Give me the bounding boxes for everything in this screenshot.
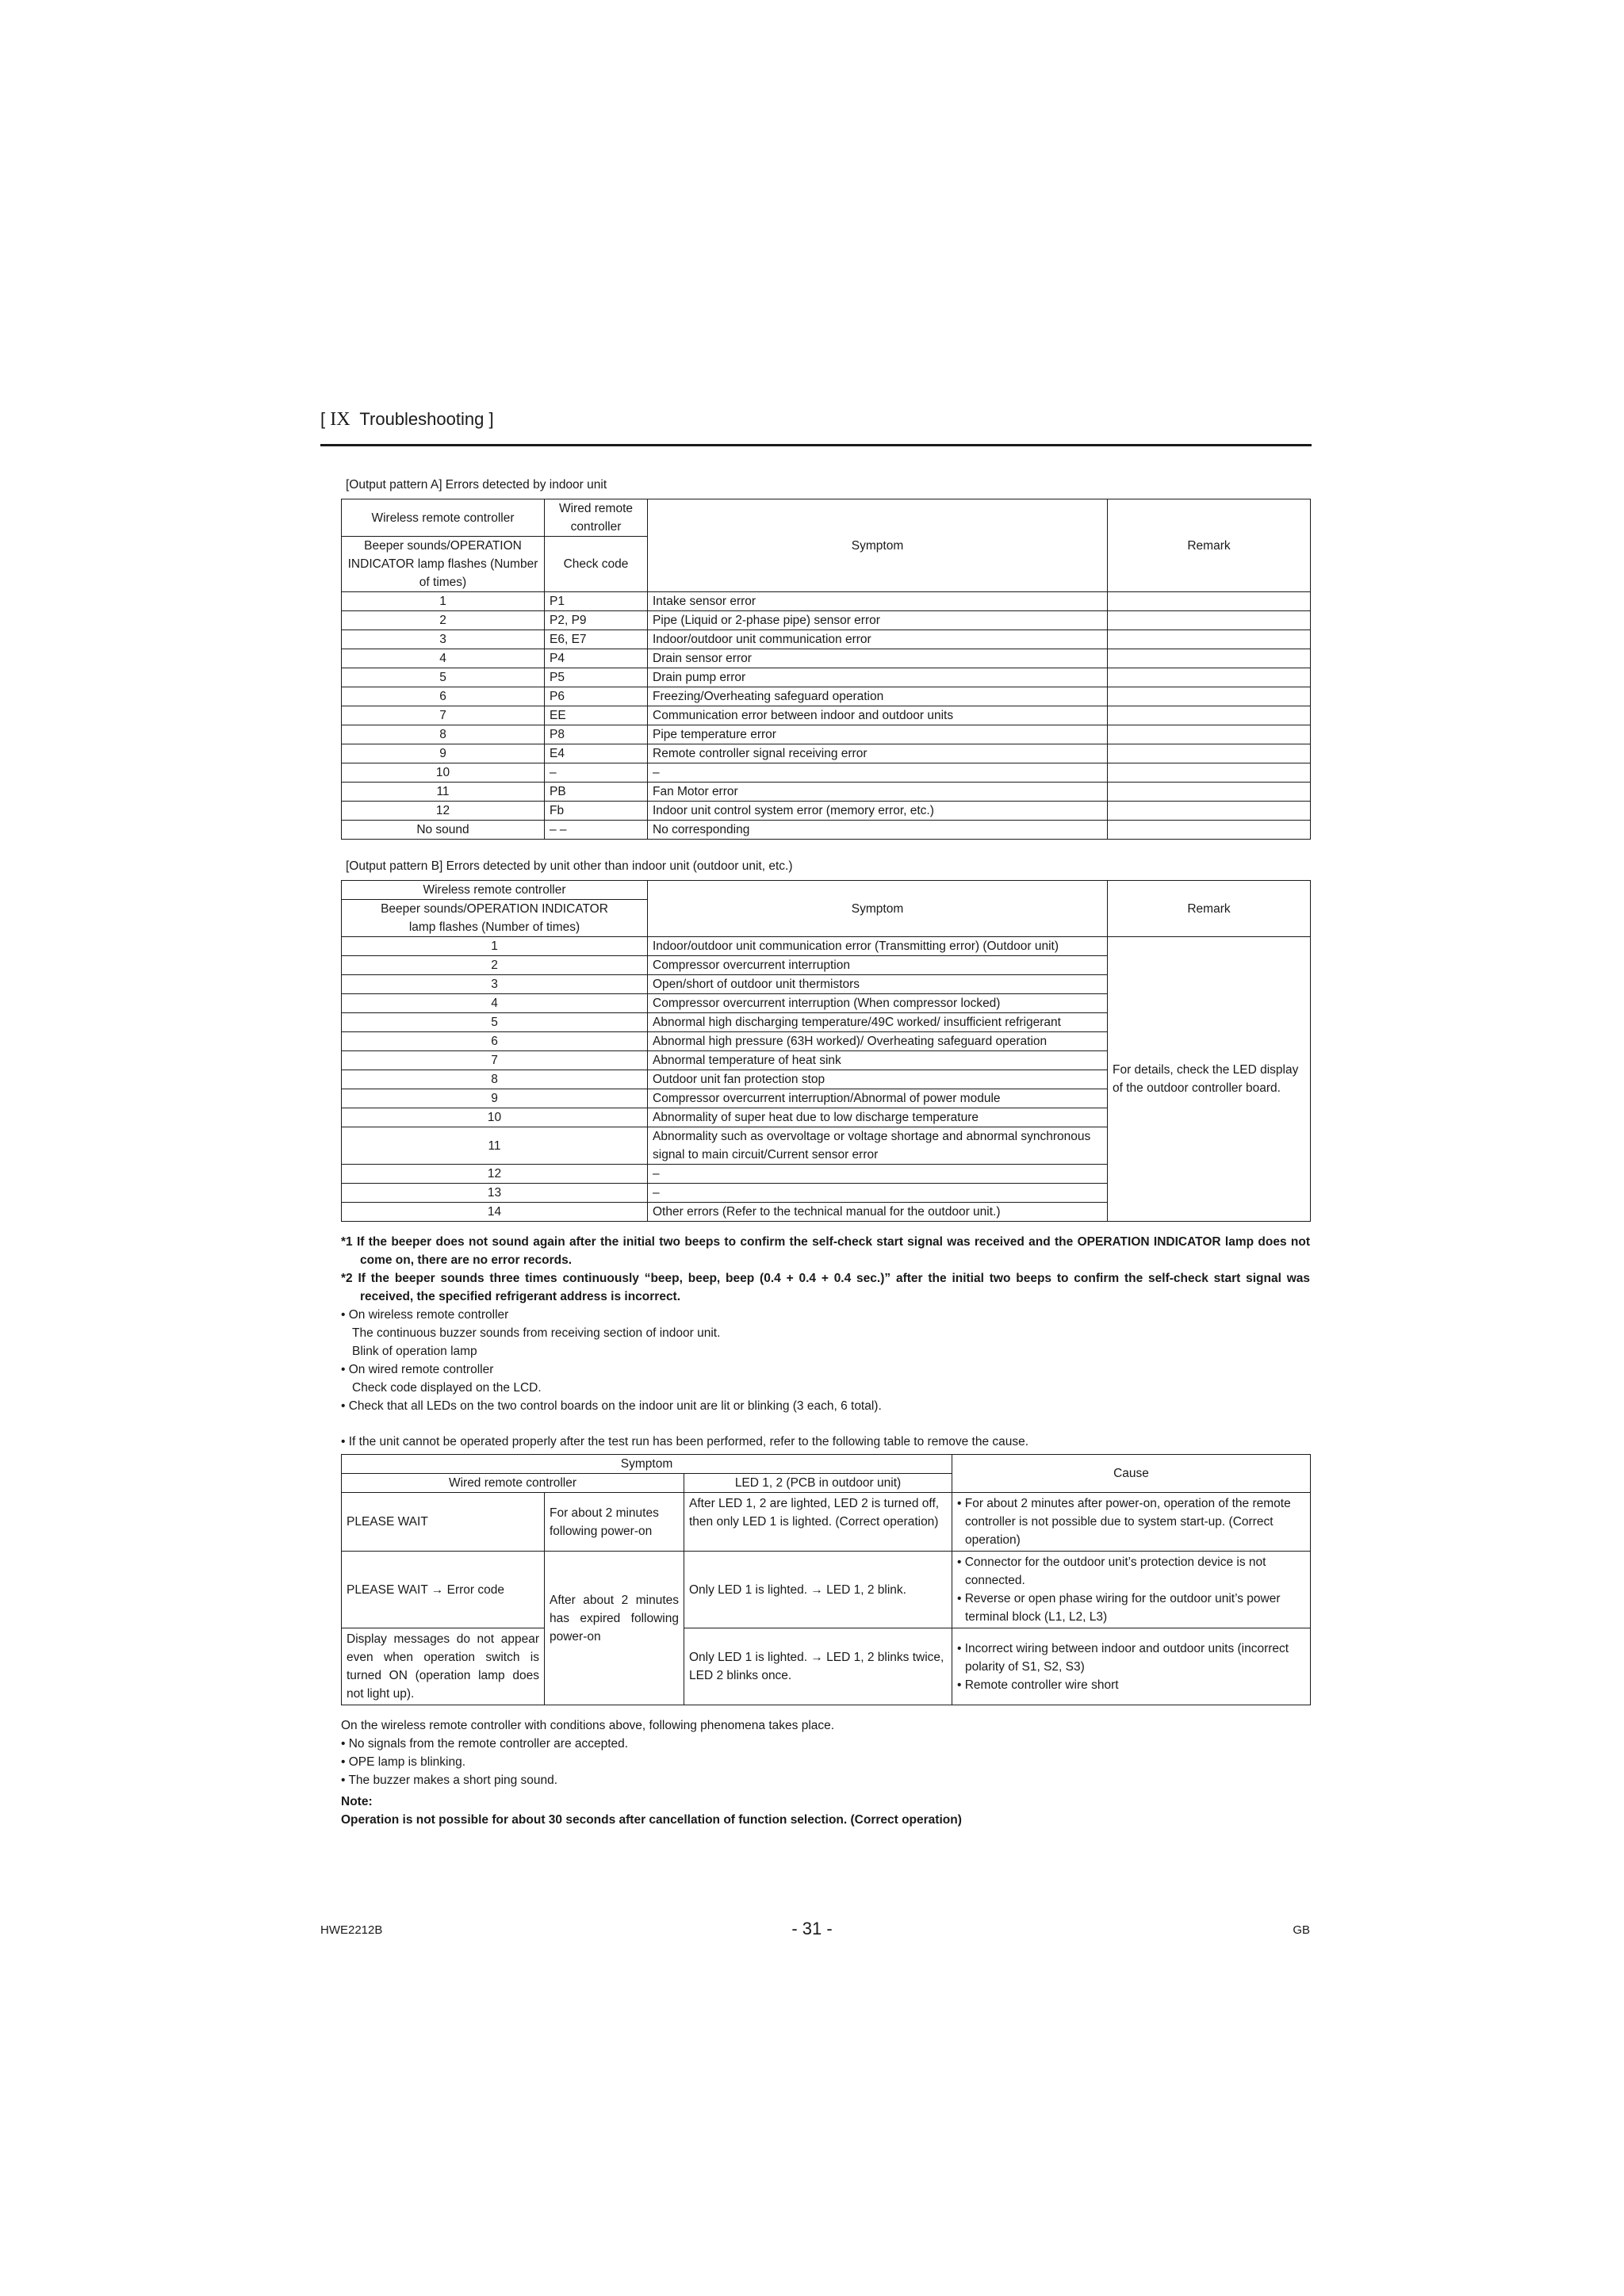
col-beeper-header: Beeper sounds/OPERATION INDICATOR lamp flashes (Number of times) <box>342 900 648 937</box>
section-number: IX <box>330 409 350 430</box>
notes-section <box>341 1233 1310 1451</box>
table-row <box>342 763 1311 783</box>
check-code: P4 <box>545 649 648 668</box>
cause-table <box>341 1454 1311 1705</box>
language-code: GB <box>1293 1923 1310 1937</box>
check-code: E4 <box>545 744 648 763</box>
cause <box>952 1552 1311 1628</box>
table-row <box>342 630 1311 649</box>
beep-count: 8 <box>342 1070 648 1089</box>
beep-count: 9 <box>342 744 545 763</box>
remark <box>1108 783 1311 802</box>
col-wired-header: Wired remote controller <box>545 499 648 537</box>
symptom: Pipe temperature error <box>648 725 1108 744</box>
cause-item: • For about 2 minutes after power-on, operation of the remote controller is not possible due to system start-up. (Correct operation) <box>957 1497 1291 1547</box>
note-2: *2 If the beeper sounds three times continuously “beep, beep, beep (0.4 + 0.4 + 0.4 sec.)” after the initial two beeps to confirm the self-check start signal was received, the specified refrigerant address is incorrect. <box>341 1272 1310 1303</box>
symptom: Abnormal high discharging temperature/49C worked/ insufficient refrigerant <box>648 1013 1108 1032</box>
symptom: Other errors (Refer to the technical manual for the outdoor unit.) <box>648 1203 1108 1222</box>
phenomena-item: • The buzzer makes a short ping sound. <box>341 1774 558 1787</box>
remark <box>1108 744 1311 763</box>
beep-count: 5 <box>342 668 545 687</box>
beep-count: 6 <box>342 687 545 706</box>
note-label: Note: <box>341 1795 373 1808</box>
table-row <box>342 821 1311 840</box>
symptom: Compressor overcurrent interruption <box>648 956 1108 975</box>
bullet-wireless: • On wireless remote controller <box>341 1308 509 1322</box>
col-remark-header: Remark <box>1108 881 1311 937</box>
symptom: Indoor unit control system error (memory error, etc.) <box>648 802 1108 821</box>
symptom: Communication error between indoor and outdoor units <box>648 706 1108 725</box>
beep-count: 10 <box>342 1108 648 1127</box>
table-row <box>342 649 1311 668</box>
symptom: Compressor overcurrent interruption/Abnormal of power module <box>648 1089 1108 1108</box>
remark <box>1108 687 1311 706</box>
check-code: EE <box>545 706 648 725</box>
check-code: P2, P9 <box>545 611 648 630</box>
check-code: P8 <box>545 725 648 744</box>
pattern-a-caption: [Output pattern A] Errors detected by indoor unit <box>346 478 607 492</box>
beep-count: 12 <box>342 1165 648 1184</box>
display-message: PLEASE WAIT → Error code <box>342 1552 545 1628</box>
beep-count: 2 <box>342 611 545 630</box>
check-code: P6 <box>545 687 648 706</box>
page-header: [ IX Troubleshooting ] <box>320 409 494 430</box>
beep-count: 1 <box>342 937 648 956</box>
remark <box>1108 630 1311 649</box>
symptom: Indoor/outdoor unit communication error <box>648 630 1108 649</box>
table-row <box>342 802 1311 821</box>
note-text: Operation is not possible for about 30 seconds after cancellation of function selection. (Correct operation) <box>341 1813 962 1827</box>
symptom: Intake sensor error <box>648 592 1108 611</box>
remark <box>1108 592 1311 611</box>
table-row <box>342 592 1311 611</box>
symptom: Drain pump error <box>648 668 1108 687</box>
beep-count: 2 <box>342 956 648 975</box>
col-symptom-header: Symptom <box>648 881 1108 937</box>
pattern-b-caption: [Output pattern B] Errors detected by unit other than indoor unit (outdoor unit, etc.) <box>346 859 793 873</box>
beep-count: 6 <box>342 1032 648 1051</box>
check-code: E6, E7 <box>545 630 648 649</box>
cause-item: • Connector for the outdoor unit’s protection device is not connected. <box>957 1556 1266 1587</box>
bullet-test-run: • If the unit cannot be operated properly after the test run has been performed, refer to the following table to remove the cause. <box>341 1435 1029 1448</box>
beep-count: 10 <box>342 763 545 783</box>
remark <box>1108 802 1311 821</box>
symptom: Drain sensor error <box>648 649 1108 668</box>
timing: After about 2 minutes has expired following power-on <box>545 1552 684 1705</box>
table-row <box>342 1552 1311 1628</box>
table-row <box>342 744 1311 763</box>
beep-count: 5 <box>342 1013 648 1032</box>
beep-count: No sound <box>342 821 545 840</box>
beep-count: 3 <box>342 630 545 649</box>
beep-count: 1 <box>342 592 545 611</box>
remark <box>1108 725 1311 744</box>
phenomena-section <box>341 1716 1310 1829</box>
table-row <box>342 1628 1311 1705</box>
remark <box>1108 821 1311 840</box>
beep-count: 3 <box>342 975 648 994</box>
check-code: – <box>545 763 648 783</box>
symptom: No corresponding <box>648 821 1108 840</box>
check-code: P5 <box>545 668 648 687</box>
beep-count: 8 <box>342 725 545 744</box>
symptom: – <box>648 763 1108 783</box>
beep-count: 14 <box>342 1203 648 1222</box>
bullet-led-check: • Check that all LEDs on the two control boards on the indoor unit are lit or blinking (3 each, 6 total). <box>341 1399 882 1413</box>
symptom: Indoor/outdoor unit communication error (Transmitting error) (Outdoor unit) <box>648 937 1108 956</box>
table-row <box>342 1493 1311 1552</box>
col-remark-header: Remark <box>1108 499 1311 592</box>
spacer <box>341 1415 1310 1433</box>
page-number: - 31 - <box>791 1919 833 1938</box>
beep-count: 11 <box>342 783 545 802</box>
bullet-wireless-detail-2: Blink of operation lamp <box>352 1345 477 1358</box>
remark-cell: For details, check the LED display of the outdoor controller board. <box>1108 937 1311 1222</box>
pattern-b-table <box>341 880 1311 1222</box>
symptom: – <box>648 1184 1108 1203</box>
remark <box>1108 706 1311 725</box>
remark <box>1108 763 1311 783</box>
beep-count: 11 <box>342 1127 648 1165</box>
symptom: – <box>648 1165 1108 1184</box>
cause <box>952 1493 1311 1552</box>
col-beeper-header: Beeper sounds/OPERATION INDICATOR lamp flashes (Number of times) <box>342 537 545 592</box>
header-rule <box>320 444 1312 446</box>
col-symptom-header: Symptom <box>342 1455 952 1474</box>
table-row <box>342 783 1311 802</box>
table-row <box>342 725 1311 744</box>
table-row <box>342 687 1311 706</box>
symptom: Abnormal temperature of heat sink <box>648 1051 1108 1070</box>
table-row <box>342 611 1311 630</box>
col-wireless-header: Wireless remote controller <box>342 881 648 900</box>
table-row <box>342 937 1311 956</box>
symptom: Freezing/Overheating safeguard operation <box>648 687 1108 706</box>
col-wireless-header: Wireless remote controller <box>342 499 545 537</box>
beep-count: 4 <box>342 994 648 1013</box>
cause-item: • Reverse or open phase wiring for the outdoor unit’s power terminal block (L1, L2, L3) <box>957 1592 1281 1624</box>
symptom: Remote controller signal receiving error <box>648 744 1108 763</box>
pattern-a-table <box>341 499 1311 840</box>
symptom: Pipe (Liquid or 2-phase pipe) sensor error <box>648 611 1108 630</box>
timing: For about 2 minutes following power-on <box>545 1493 684 1552</box>
bullet-wireless-detail-1: The continuous buzzer sounds from receiving section of indoor unit. <box>352 1326 721 1340</box>
led-state: After LED 1, 2 are lighted, LED 2 is turned off, then only LED 1 is lighted. (Correct operation) <box>684 1493 952 1552</box>
bullet-wired: • On wired remote controller <box>341 1363 494 1376</box>
col-wired-header: Wired remote controller <box>342 1474 684 1493</box>
symptom: Fan Motor error <box>648 783 1108 802</box>
bullet-wired-detail: Check code displayed on the LCD. <box>352 1381 542 1395</box>
check-code: PB <box>545 783 648 802</box>
cause <box>952 1628 1311 1705</box>
note-1: *1 If the beeper does not sound again after the initial two beeps to confirm the self-check start signal was received and the OPERATION INDICATOR lamp does not come on, there are no error records. <box>341 1235 1310 1267</box>
remark <box>1108 611 1311 630</box>
page-content <box>341 476 1310 1829</box>
beep-count: 4 <box>342 649 545 668</box>
remark <box>1108 668 1311 687</box>
beep-count: 7 <box>342 706 545 725</box>
symptom: Abnormality such as overvoltage or voltage shortage and abnormal synchronous signal to main circuit/Current sensor error <box>648 1127 1108 1165</box>
beep-count: 13 <box>342 1184 648 1203</box>
symptom: Outdoor unit fan protection stop <box>648 1070 1108 1089</box>
col-symptom-header: Symptom <box>648 499 1108 592</box>
led-state: Only LED 1 is lighted. → LED 1, 2 blinks twice, LED 2 blinks once. <box>684 1628 952 1705</box>
phenomena-item: • OPE lamp is blinking. <box>341 1755 466 1769</box>
beep-count: 12 <box>342 802 545 821</box>
beep-count: 7 <box>342 1051 648 1070</box>
col-check-code-header: Check code <box>545 537 648 592</box>
symptom: Abnormal high pressure (63H worked)/ Overheating safeguard operation <box>648 1032 1108 1051</box>
table-row <box>342 668 1311 687</box>
col-led-header: LED 1, 2 (PCB in outdoor unit) <box>684 1474 952 1493</box>
check-code: – – <box>545 821 648 840</box>
section-title: Troubleshooting <box>359 409 485 429</box>
cause-item: • Remote controller wire short <box>957 1678 1119 1692</box>
display-message: Display messages do not appear even when operation switch is turned ON (operation lamp does not light up). <box>342 1628 545 1705</box>
remark <box>1108 649 1311 668</box>
table-row <box>342 706 1311 725</box>
symptom: Open/short of outdoor unit thermistors <box>648 975 1108 994</box>
phenomena-item: • No signals from the remote controller are accepted. <box>341 1737 629 1751</box>
check-code: Fb <box>545 802 648 821</box>
symptom: Compressor overcurrent interruption (When compressor locked) <box>648 994 1108 1013</box>
led-state: Only LED 1 is lighted. → LED 1, 2 blink. <box>684 1552 952 1628</box>
cause-item: • Incorrect wiring between indoor and outdoor units (incorrect polarity of S1, S2, S3) <box>957 1641 1289 1674</box>
phenomena-intro: On the wireless remote controller with conditions above, following phenomena takes place. <box>341 1719 835 1732</box>
display-message: PLEASE WAIT <box>342 1493 545 1552</box>
check-code: P1 <box>545 592 648 611</box>
beep-count: 9 <box>342 1089 648 1108</box>
symptom: Abnormality of super heat due to low discharge temperature <box>648 1108 1108 1127</box>
doc-code: HWE2212B <box>320 1923 383 1937</box>
col-cause-header: Cause <box>952 1455 1311 1493</box>
